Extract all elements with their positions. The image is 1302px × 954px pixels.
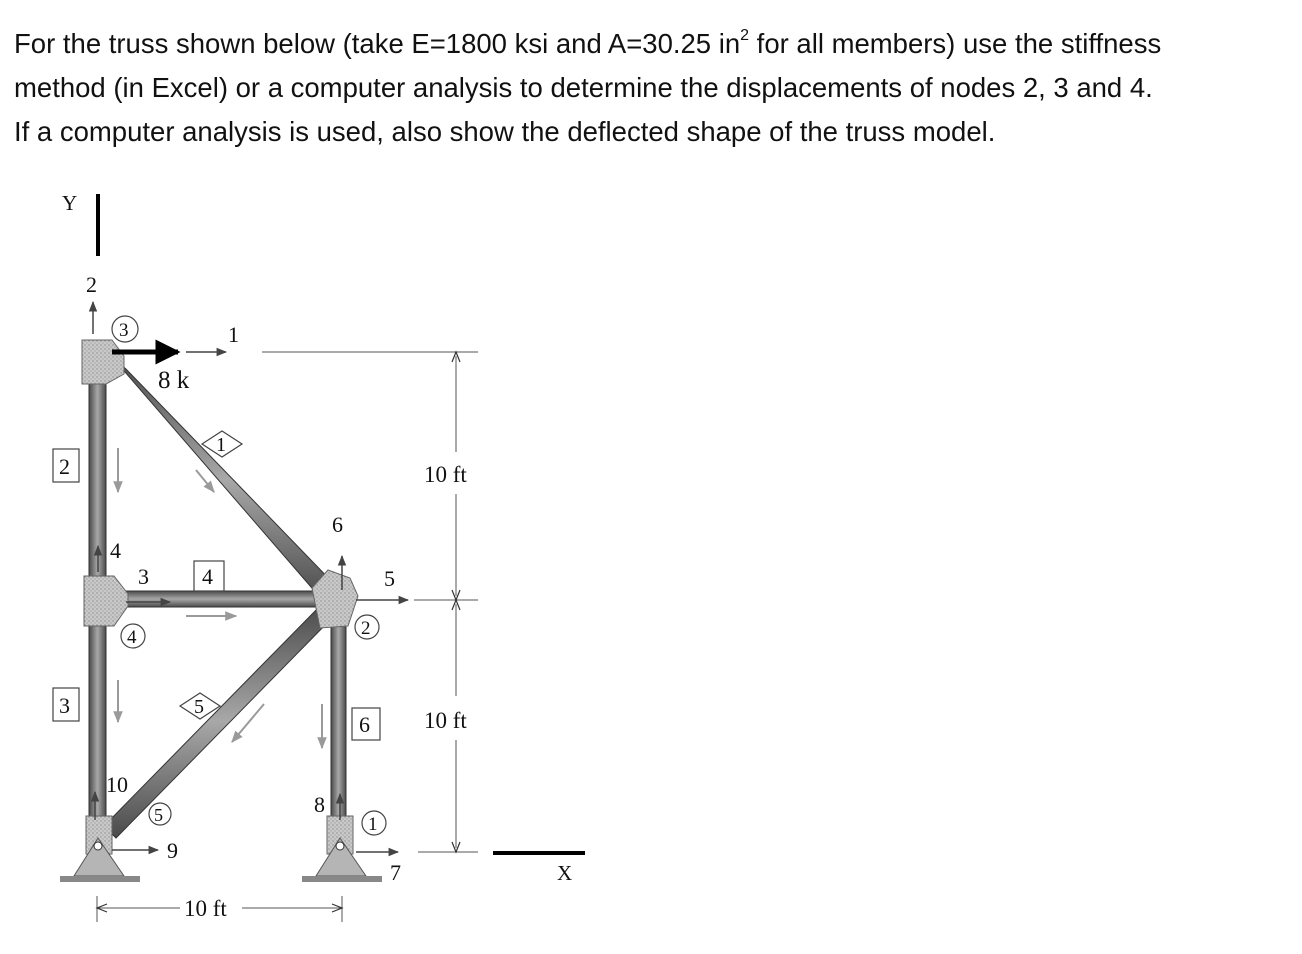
left-support-ground <box>60 876 140 882</box>
problem-line-1-b: for all members) use the stiffness <box>749 28 1162 59</box>
left-support-pin <box>94 842 102 850</box>
node-5-number: 5 <box>154 805 163 825</box>
dof-numbers <box>86 272 401 885</box>
member-6-bar <box>89 600 106 840</box>
load-label: 8 k <box>158 367 190 394</box>
dof-5-number: 5 <box>384 566 395 591</box>
dof-8-number: 8 <box>314 792 325 817</box>
node-2-number: 2 <box>361 618 371 639</box>
dof-7-number: 7 <box>390 860 401 885</box>
dof-10-number: 10 <box>106 772 128 797</box>
member-5-number: 5 <box>194 696 204 718</box>
superscript-2: 2 <box>740 26 750 44</box>
node-label-5 <box>149 803 171 825</box>
problem-line-3: If a computer analysis is used, also show the deflected shape of the truss model. <box>14 116 996 147</box>
member-label-2 <box>53 449 79 482</box>
member-4-number: 4 <box>202 564 213 589</box>
x-axis-label: X <box>557 861 573 885</box>
right-support-pin <box>336 842 344 850</box>
right-support-ground <box>302 876 382 882</box>
problem-line-2: method (in Excel) or a computer analysis to determine the displacements of nodes 2, 3 and 4. <box>14 72 1153 103</box>
node-label-4 <box>121 624 145 648</box>
gusset-node-3 <box>82 340 124 384</box>
dof-2-number: 2 <box>86 272 97 297</box>
dim-bottom-label: 10 ft <box>184 896 227 921</box>
dim-upper-label: 10 ft <box>424 462 467 487</box>
dof-1-number: 1 <box>228 322 239 347</box>
member-1-number: 1 <box>216 434 226 456</box>
dof-6-number: 6 <box>332 512 343 537</box>
node-label-1 <box>362 811 386 835</box>
dimension-lines <box>97 352 478 922</box>
problem-line-1-a: For the truss shown below (take E=1800 ksi and A=30.25 in <box>14 28 741 59</box>
node-1-number: 1 <box>368 814 378 835</box>
node-label-3 <box>112 316 138 342</box>
dim-lower-label: 10 ft <box>424 708 467 733</box>
member-2-bar <box>331 600 346 850</box>
member-4-bar <box>100 591 340 607</box>
dof-4-number: 4 <box>110 538 121 563</box>
node-4-number: 4 <box>127 627 137 648</box>
dof-9-number: 9 <box>167 838 178 863</box>
member-2-number: 2 <box>59 454 70 479</box>
node-3-number: 3 <box>119 320 129 341</box>
member-label-4 <box>194 561 224 591</box>
member-3-number: 3 <box>59 693 70 718</box>
member-6-number: 6 <box>359 712 370 737</box>
member-1-direction-arrow <box>196 470 214 492</box>
y-axis-label: Y <box>62 191 78 215</box>
node-label-2 <box>355 615 379 639</box>
global-axes <box>62 191 585 885</box>
member-label-6 <box>352 708 380 740</box>
member-label-3 <box>53 688 79 721</box>
dof-3-number: 3 <box>138 564 149 589</box>
gusset-node-4 <box>84 576 128 626</box>
